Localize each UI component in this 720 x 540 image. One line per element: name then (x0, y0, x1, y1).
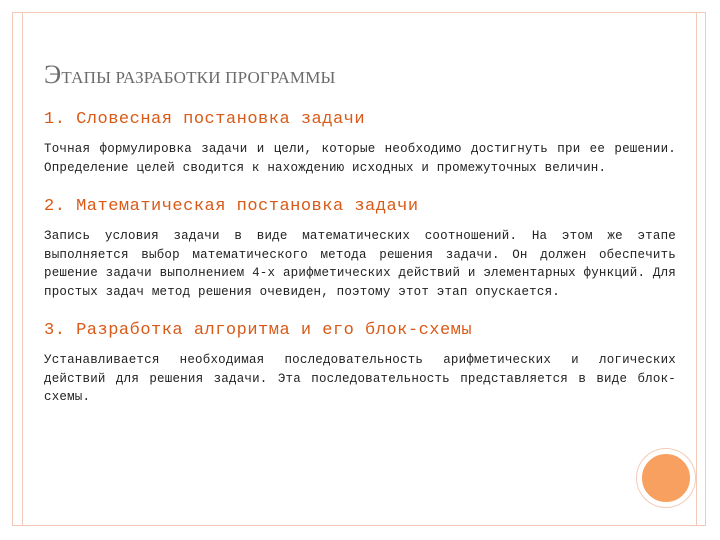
slide-content (44, 108, 676, 425)
section-1-number: 1. (44, 110, 66, 129)
orange-circle-icon (637, 449, 695, 507)
frame-rule-left (22, 12, 23, 526)
section-2-text: Запись условия задачи в виде математических соотношений. На этом же этапе выполняется выбор математического метода решения задачи. Он должен обеспечить решение задачи выполнением 4-х арифметических действий и элементарных функций. Для простых задач метод решения очевиден, поэтому этот этап опускается. (44, 229, 676, 299)
section-3-title: Разработка алгоритма и его блок-схемы (76, 321, 473, 340)
section-3-number: 3. (44, 321, 66, 340)
section-3 (44, 319, 676, 407)
frame-rule-right (696, 12, 697, 526)
slide-title (44, 60, 336, 90)
section-3-heading (44, 319, 676, 343)
section-2 (44, 195, 676, 301)
section-2-title: Математическая постановка задачи (76, 197, 419, 216)
section-1-heading (44, 108, 676, 132)
section-1-title: Словесная постановка задачи (76, 110, 366, 129)
section-1-text: Точная формулировка задачи и цели, которые необходимо достигнуть при ее решении. Определение целей сводится к нахождению исходных и промежуточных величин. (44, 142, 676, 175)
slide-title-initial: Э (44, 60, 62, 89)
section-2-number: 2. (44, 197, 66, 216)
section-2-heading (44, 195, 676, 219)
section-1 (44, 108, 676, 177)
section-3-text: Устанавливается необходимая последовательность арифметических и логических действий для решения задачи. Эта последовательность представляется в виде блок-схемы. (44, 353, 676, 404)
slide-title-rest: ТАПЫ РАЗРАБОТКИ ПРОГРАММЫ (61, 68, 336, 87)
